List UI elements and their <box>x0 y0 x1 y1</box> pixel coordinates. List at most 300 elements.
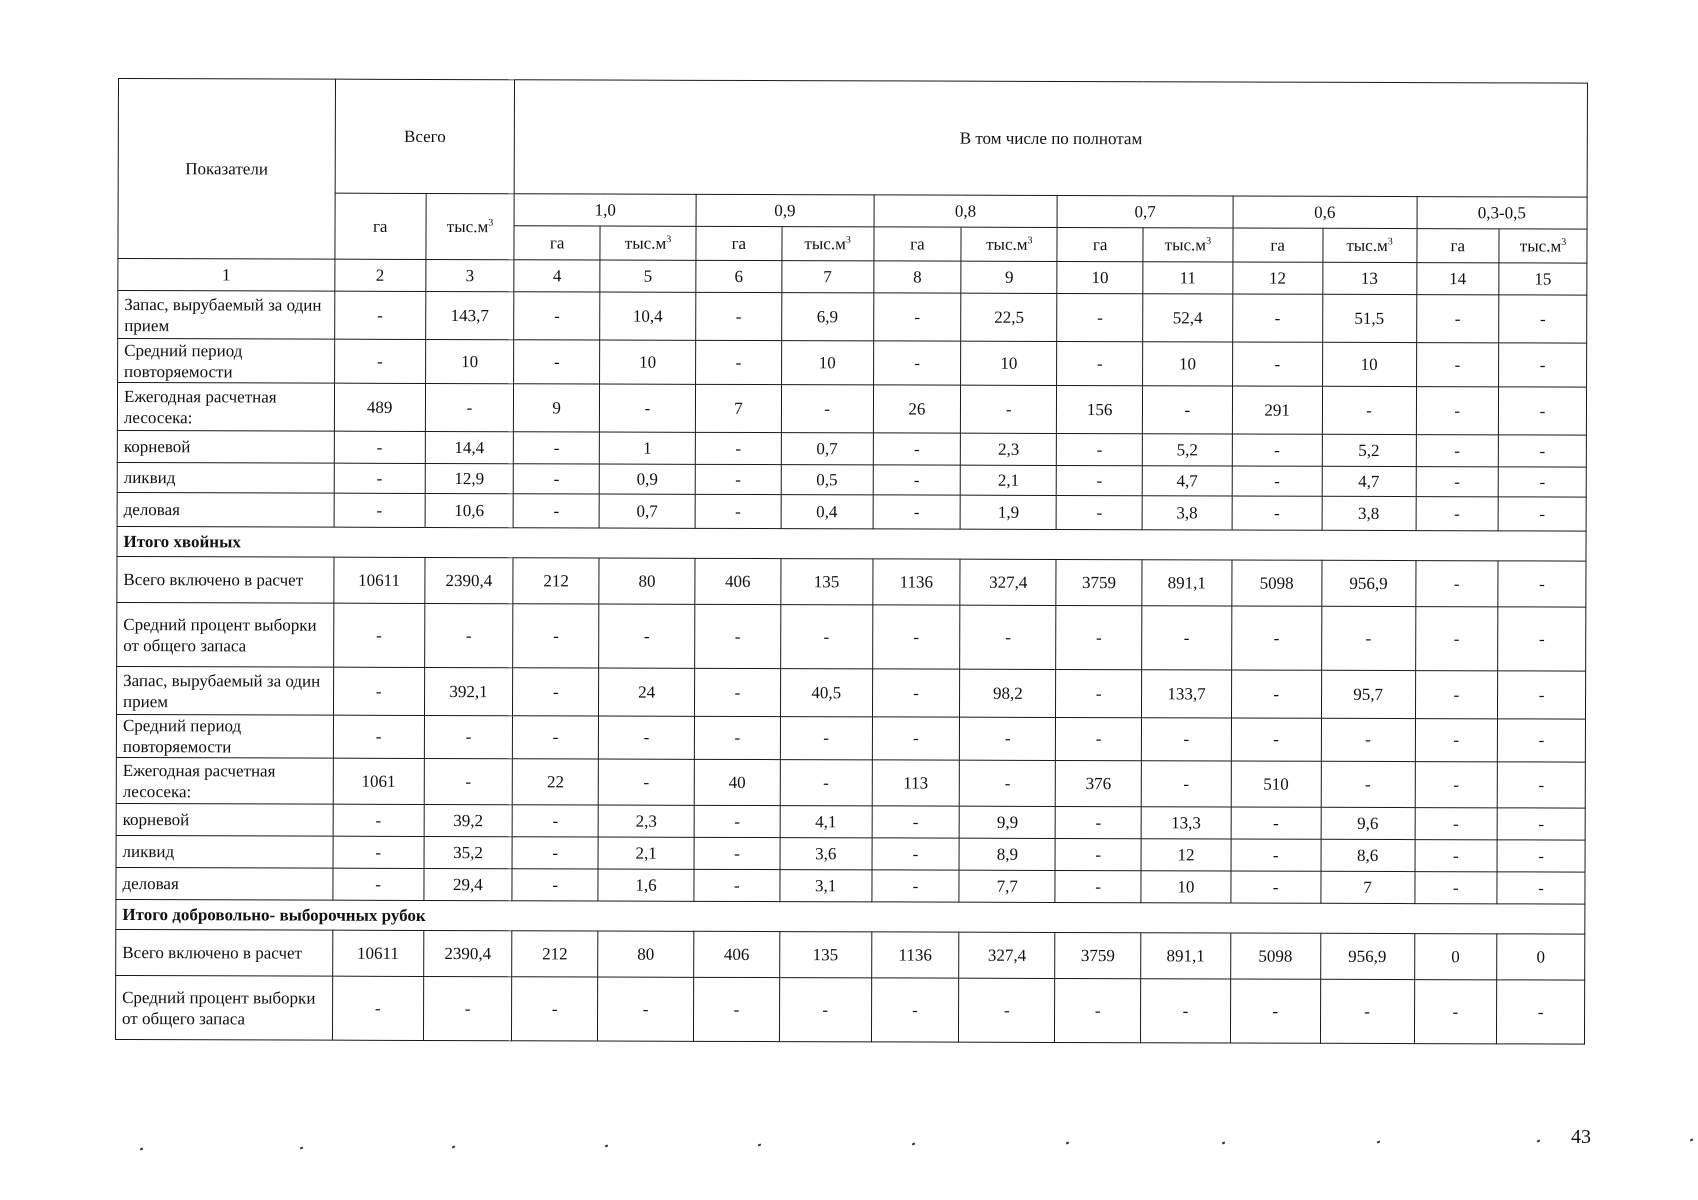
table-cell: - <box>1321 718 1415 761</box>
table-cell: - <box>512 837 598 869</box>
table-row <box>117 383 1586 436</box>
table-cell: - <box>1056 605 1142 669</box>
table-cell: 5,2 <box>1322 434 1416 466</box>
column-number: 11 <box>1143 262 1233 294</box>
header-unit-vol: $тыс.м^3$ <box>600 226 696 260</box>
column-number: 14 <box>1416 263 1499 295</box>
table-cell: - <box>960 717 1056 760</box>
header-unit-ha: га <box>696 226 782 260</box>
table-cell: - <box>598 716 694 759</box>
table-cell: - <box>872 806 960 838</box>
table-cell: 2,3 <box>961 433 1057 465</box>
table-cell: - <box>1415 719 1498 762</box>
table-cell: - <box>1498 607 1586 671</box>
table-cell: - <box>1322 386 1416 434</box>
column-number: 4 <box>514 260 600 292</box>
table-cell: 40,5 <box>780 669 872 717</box>
table-cell: 2,3 <box>598 805 694 837</box>
table-cell: - <box>696 340 782 384</box>
header-total: Всего <box>335 79 515 194</box>
table-cell: 0,5 <box>781 465 873 495</box>
table-cell: 22,5 <box>961 293 1057 341</box>
table-cell: 5098 <box>1232 560 1322 606</box>
table-cell: - <box>512 869 598 901</box>
column-number: 15 <box>1499 263 1587 295</box>
table-cell: 143,7 <box>425 291 514 339</box>
table-cell: - <box>334 493 425 527</box>
table-cell: - <box>1232 342 1322 386</box>
table-cell: 1061 <box>333 758 424 804</box>
table-cell: - <box>1498 561 1586 607</box>
scan-speck <box>1690 1138 1694 1141</box>
table-cell: - <box>696 292 782 340</box>
table-cell: 5098 <box>1230 933 1320 979</box>
column-number: 9 <box>961 261 1057 293</box>
table-cell: 80 <box>599 558 695 604</box>
table-cell: 212 <box>512 931 598 977</box>
table-cell: 376 <box>1056 760 1142 806</box>
table-cell: - <box>1142 386 1232 434</box>
table-cell: - <box>873 293 961 341</box>
header-unit-ha: га <box>874 227 962 261</box>
table-cell: - <box>872 669 960 717</box>
table-cell: - <box>960 760 1056 806</box>
header-density-3: 0,8 <box>874 195 1058 228</box>
header-row-1 <box>118 79 1587 198</box>
table-cell: - <box>1231 718 1321 761</box>
table-cell: 212 <box>513 558 599 604</box>
table-cell: - <box>695 432 781 464</box>
table-cell: - <box>1321 761 1415 807</box>
row-label: деловая <box>116 867 333 900</box>
column-number: 6 <box>696 260 782 292</box>
scan-speck <box>1222 1141 1226 1144</box>
row-label: Средний период повторяемости <box>118 339 335 384</box>
table-cell: 4,7 <box>1142 466 1232 496</box>
table-cell: - <box>1498 497 1586 531</box>
table-cell: 3759 <box>1056 559 1142 605</box>
table-cell: - <box>1497 808 1585 840</box>
table-row <box>117 492 1586 531</box>
table-cell: 7,7 <box>959 870 1055 902</box>
table-cell: - <box>332 976 423 1040</box>
table-cell: 7 <box>1321 871 1415 903</box>
table-cell: 406 <box>695 558 781 604</box>
table-cell: - <box>1141 761 1231 807</box>
table-cell: - <box>514 292 600 340</box>
scan-speck <box>605 1145 609 1148</box>
table-cell: - <box>424 715 513 758</box>
table-cell: - <box>872 870 960 902</box>
header-unit-vol: $тыс.м^3$ <box>1499 229 1587 263</box>
table-cell: 956,9 <box>1320 933 1414 979</box>
table-cell: - <box>512 805 598 837</box>
table-cell: - <box>1055 978 1141 1042</box>
table-cell: 2,1 <box>961 465 1057 495</box>
column-numbers-row <box>118 259 1587 296</box>
table-cell: - <box>1055 838 1141 870</box>
scan-speck <box>1537 1139 1541 1142</box>
scan-speck <box>300 1146 304 1149</box>
table-cell: 10,4 <box>600 292 696 340</box>
table-cell: - <box>1232 496 1322 530</box>
table-cell: - <box>1497 872 1585 904</box>
table-cell: - <box>872 717 960 760</box>
table-cell: - <box>779 978 871 1042</box>
column-number: 5 <box>600 260 696 292</box>
row-label: Ежегодная расчетная лесосека: <box>116 757 333 804</box>
table-cell: - <box>1057 433 1143 465</box>
table-cell: 3,1 <box>780 870 872 902</box>
table-cell: 39,2 <box>424 804 513 836</box>
table-cell: - <box>695 668 781 716</box>
table-cell: - <box>695 464 781 494</box>
table-cell: 4,1 <box>780 806 872 838</box>
table-cell: - <box>695 494 781 528</box>
table-cell: - <box>513 668 599 716</box>
table-cell: 1136 <box>871 932 959 978</box>
table-cell: - <box>333 715 424 758</box>
table-cell: 10,6 <box>425 493 514 527</box>
table-cell: - <box>1499 343 1587 387</box>
table-cell: - <box>1055 870 1141 902</box>
table-cell: - <box>513 494 599 528</box>
table-cell: 10 <box>425 339 514 383</box>
table-cell: - <box>872 838 960 870</box>
table-cell: 1 <box>599 432 695 464</box>
header-unit-ha: га <box>1233 228 1323 262</box>
table-cell: - <box>425 383 514 431</box>
table-cell: 52,4 <box>1143 294 1233 342</box>
table-cell: - <box>694 869 780 901</box>
table-cell: - <box>423 976 512 1040</box>
table-cell: - <box>1497 719 1585 762</box>
table-cell: 0 <box>1497 934 1585 980</box>
table-cell: - <box>1415 762 1498 808</box>
table-cell: - <box>1141 718 1231 761</box>
table-cell: 113 <box>872 760 960 806</box>
row-label: ликвид <box>117 462 334 493</box>
table-cell: - <box>514 464 600 494</box>
table-row <box>116 714 1585 762</box>
table-cell: 9,6 <box>1321 807 1415 839</box>
table-cell: 4,7 <box>1322 466 1416 496</box>
column-number: 3 <box>425 259 514 291</box>
table-cell: - <box>694 977 780 1041</box>
table-cell: - <box>514 432 600 464</box>
table-cell: 12 <box>1141 839 1231 871</box>
table-cell: 489 <box>334 383 425 431</box>
column-number: 12 <box>1233 262 1323 294</box>
row-label: Запас, вырубаемый за один прием <box>118 291 335 340</box>
column-number: 7 <box>782 261 874 293</box>
table-cell: - <box>694 837 780 869</box>
table-cell: - <box>1232 434 1322 466</box>
header-total-vol: $тыс.м^3$ <box>426 193 515 259</box>
table-cell: - <box>780 717 872 760</box>
table-cell: - <box>1056 495 1142 529</box>
table-row <box>116 835 1585 872</box>
table-cell: 10 <box>781 341 873 385</box>
table-row <box>117 556 1586 607</box>
header-unit-ha: га <box>1057 227 1143 261</box>
table-cell: - <box>1232 466 1322 496</box>
table-cell: 510 <box>1231 761 1321 807</box>
table-cell: - <box>333 804 424 836</box>
scan-speck <box>758 1144 762 1147</box>
table-cell: 156 <box>1057 385 1143 433</box>
table-cell: 0,9 <box>599 464 695 494</box>
table-cell: - <box>959 978 1055 1042</box>
table-cell: 327,4 <box>960 559 1056 605</box>
row-label: корневой <box>116 803 333 836</box>
row-label: Всего включено в расчет <box>116 929 333 976</box>
row-label: Запас, вырубаемый за один прием <box>117 666 334 715</box>
forest-harvest-table <box>115 78 1588 1045</box>
table-cell: 10 <box>600 340 696 384</box>
table-cell: 51,5 <box>1322 294 1416 342</box>
table-cell: 2390,4 <box>424 557 513 603</box>
table-cell: - <box>599 604 695 668</box>
table-cell: 1,6 <box>598 869 694 901</box>
header-density-1: 1,0 <box>514 194 696 227</box>
table-cell: - <box>1231 871 1321 903</box>
table-cell: - <box>1321 606 1415 670</box>
table-cell: 10611 <box>332 930 423 976</box>
table-cell: - <box>333 603 424 667</box>
table-body <box>115 79 1587 1045</box>
table-cell: 406 <box>694 931 780 977</box>
table-cell: - <box>1056 669 1142 717</box>
table-cell: - <box>780 605 872 669</box>
table-row <box>117 462 1586 497</box>
table-cell: 0 <box>1414 934 1497 980</box>
table-row <box>118 339 1587 388</box>
header-density-6: 0,3-0,5 <box>1417 197 1588 230</box>
table-cell: - <box>333 868 424 900</box>
row-label: деловая <box>117 492 334 527</box>
table-cell: 35,2 <box>424 836 513 868</box>
table-cell: - <box>1414 872 1497 904</box>
table-cell: 1,9 <box>960 495 1056 529</box>
table-row <box>117 666 1586 719</box>
table-cell: - <box>599 384 695 432</box>
table-cell: 891,1 <box>1141 933 1231 979</box>
table-cell: - <box>1231 839 1321 871</box>
table-cell: 10 <box>1141 871 1231 903</box>
table-cell: - <box>1416 435 1499 467</box>
table-cell: - <box>1057 465 1143 495</box>
table-cell: - <box>1498 387 1586 435</box>
table-cell: - <box>873 495 961 529</box>
table-cell: - <box>1498 671 1586 719</box>
table-cell: - <box>960 605 1056 669</box>
table-row <box>118 291 1587 344</box>
table-cell: - <box>1231 807 1321 839</box>
table-cell: - <box>873 433 961 465</box>
header-unit-vol: $тыс.м^3$ <box>782 227 874 261</box>
table-cell: - <box>871 978 959 1042</box>
table-cell: - <box>334 431 425 463</box>
table-cell: 3,8 <box>1322 496 1416 530</box>
table-cell: 22 <box>513 759 599 805</box>
section-title: Итого хвойных <box>117 526 1586 561</box>
table-cell: 12,9 <box>425 463 514 493</box>
table-cell: - <box>873 341 961 385</box>
table-cell: 6,9 <box>781 293 873 341</box>
table-cell: - <box>513 716 599 759</box>
header-row-2 <box>118 193 1587 230</box>
table-cell: 0,7 <box>781 433 873 465</box>
table-cell: - <box>1414 980 1497 1044</box>
header-unit-vol: $тыс.м^3$ <box>1143 228 1233 262</box>
column-number: 2 <box>335 259 426 291</box>
table-cell: 5,2 <box>1142 434 1232 466</box>
row-label: Средний процент выборки от общего запаса <box>115 975 332 1040</box>
header-density-5: 0,6 <box>1233 196 1417 229</box>
table-cell: - <box>598 977 694 1041</box>
table-cell: - <box>780 760 872 806</box>
table-cell: - <box>1415 561 1498 607</box>
header-indicators: Показатели <box>118 79 335 260</box>
table-cell: - <box>1415 808 1498 840</box>
table-cell: 327,4 <box>959 932 1055 978</box>
header-density-2: 0,9 <box>696 194 874 227</box>
section-row <box>116 899 1585 934</box>
section-title: Итого добровольно- выборочных рубок <box>116 899 1585 934</box>
table-cell: 135 <box>779 932 871 978</box>
table-cell: - <box>1415 840 1498 872</box>
section-row <box>117 526 1586 561</box>
table-cell: - <box>334 463 425 493</box>
column-number: 13 <box>1322 262 1416 294</box>
table-cell: - <box>1320 979 1414 1043</box>
header-unit-ha: га <box>1416 229 1499 263</box>
table-cell: - <box>872 605 960 669</box>
row-label: Средний период повторяемости <box>116 714 333 758</box>
table-cell: 10 <box>1143 342 1233 386</box>
table-cell: - <box>424 758 513 804</box>
header-unit-vol: $тыс.м^3$ <box>961 227 1057 261</box>
table-cell: - <box>1497 980 1585 1044</box>
table-cell: - <box>514 340 600 384</box>
table-cell: 40 <box>694 759 780 805</box>
table-cell: - <box>1231 606 1321 670</box>
table-cell: - <box>334 291 425 339</box>
table-cell: - <box>598 759 694 805</box>
table-cell: 98,2 <box>960 669 1056 717</box>
table-cell: - <box>1415 607 1498 671</box>
table-cell: - <box>1497 762 1585 808</box>
row-label: Ежегодная расчетная лесосека: <box>117 383 334 432</box>
table-cell: - <box>1415 671 1498 719</box>
row-label: корневой <box>117 430 334 463</box>
table-row <box>115 975 1584 1044</box>
scan-speck <box>140 1147 144 1150</box>
table-cell: - <box>513 604 599 668</box>
table-cell: 8,6 <box>1321 839 1415 871</box>
table-cell: 291 <box>1232 386 1322 434</box>
table-cell: - <box>1232 294 1322 342</box>
row-label: Всего включено в расчет <box>117 556 334 603</box>
table-cell: 9,9 <box>959 806 1055 838</box>
table-cell: 135 <box>781 559 873 605</box>
table-cell: - <box>333 836 424 868</box>
table-cell: - <box>333 667 424 715</box>
table-cell: 10 <box>1322 342 1416 386</box>
scan-speck <box>1066 1142 1070 1145</box>
table-cell: 7 <box>695 384 781 432</box>
scan-speck <box>452 1146 456 1149</box>
table-cell: 10 <box>961 341 1057 385</box>
table-cell: 80 <box>598 931 694 977</box>
table-cell: 392,1 <box>424 667 513 715</box>
table-cell: 956,9 <box>1321 560 1415 606</box>
table-cell: - <box>1055 806 1141 838</box>
table-cell: 2,1 <box>598 837 694 869</box>
row-label: ликвид <box>116 835 333 868</box>
table-cell: - <box>424 603 513 667</box>
table-cell: - <box>1231 670 1321 718</box>
table-cell: 0,7 <box>599 494 695 528</box>
scan-speck <box>912 1143 916 1146</box>
table-cell: 0,4 <box>781 495 873 529</box>
table-cell: 1136 <box>872 559 960 605</box>
table-cell: - <box>1497 840 1585 872</box>
table-cell: - <box>1140 979 1230 1043</box>
table-cell: 29,4 <box>424 868 513 900</box>
table-cell: - <box>873 465 961 495</box>
table-cell: - <box>961 385 1057 433</box>
table-cell: - <box>1416 467 1499 497</box>
table-cell: 3759 <box>1055 932 1141 978</box>
table-cell: 8,9 <box>959 838 1055 870</box>
header-density-4: 0,7 <box>1057 195 1233 228</box>
table-cell: - <box>1499 295 1587 343</box>
table-cell: 10611 <box>334 557 425 603</box>
table-cell: - <box>334 339 425 383</box>
table-cell: 26 <box>873 385 961 433</box>
table-cell: - <box>512 977 598 1041</box>
row-label: Средний процент выборки от общего запаса <box>117 602 334 667</box>
table-cell: - <box>1056 717 1142 760</box>
table-cell: - <box>1416 497 1499 531</box>
table-cell: - <box>1230 979 1320 1043</box>
table-cell: - <box>1142 606 1232 670</box>
table-cell: 24 <box>599 668 695 716</box>
table-cell: 133,7 <box>1141 670 1231 718</box>
table-cell: - <box>1416 387 1499 435</box>
table-cell: 95,7 <box>1321 670 1415 718</box>
table-cell: - <box>1057 293 1143 341</box>
header-total-ha: га <box>335 193 426 259</box>
table-cell: 14,4 <box>425 431 514 463</box>
header-unit-vol: $тыс.м^3$ <box>1323 228 1417 262</box>
table-row <box>117 430 1586 467</box>
table-cell: 2390,4 <box>423 930 512 976</box>
table-cell: 9 <box>514 384 600 432</box>
table-cell: - <box>1498 467 1586 497</box>
table-cell: - <box>1498 435 1586 467</box>
table-row <box>117 602 1586 671</box>
column-number: 10 <box>1057 261 1143 293</box>
table-cell: 891,1 <box>1142 560 1232 606</box>
column-number: 1 <box>118 259 335 292</box>
scan-speck <box>1377 1140 1381 1143</box>
table-cell: - <box>695 604 781 668</box>
table-cell: - <box>1057 341 1143 385</box>
table-row <box>116 803 1585 840</box>
